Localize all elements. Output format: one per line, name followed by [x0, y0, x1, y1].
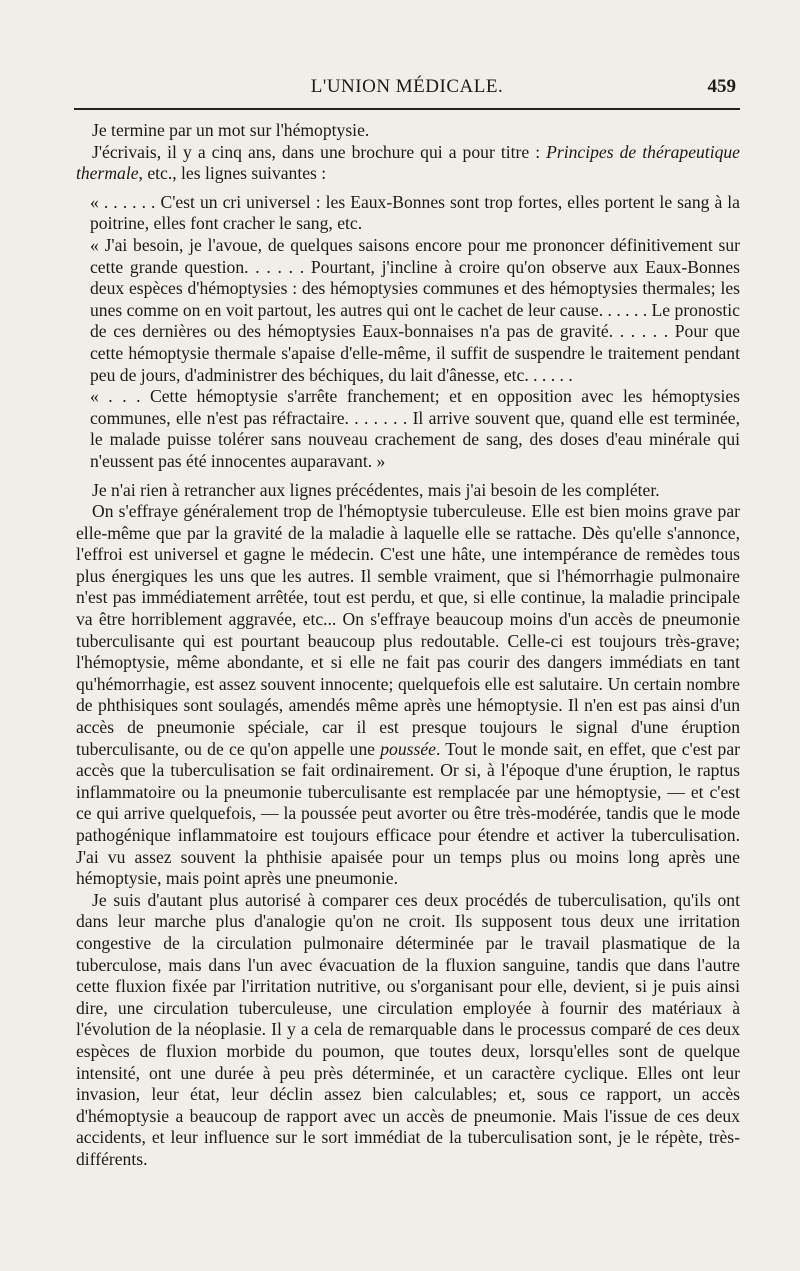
paragraph-text: Je n'ai rien à retrancher aux lignes précédentes, mais j'ai besoin de les compléter.: [92, 479, 660, 500]
emphasis: poussée: [380, 738, 436, 759]
paragraph: [76, 142, 740, 185]
quote-paragraph: [76, 386, 740, 472]
paragraph: [76, 501, 740, 890]
paragraph-text: « J'ai besoin, je l'avoue, de quelques saisons encore pour me prononcer définitivement sur cette grande question. . . . . . Pourtant, j'incline à croire qu'on observe aux Eaux-Bonnes deux espèces d'hémoptysies : des hémoptysies communes et des hémoptysies thermales; les unes comme on en voit partout, les autres qui ont le cachet de leur cause. . . . . . Le pronostic de ces dernières ou des hémoptysies Eaux-bonnaises n'a pas de gravité. . . . . . Pour que cette hémoptysie thermale s'apaise d'elle-même, il suffit de suspendre le traitement pendant peu de jours, d'administrer des béchiques, du lait d'ânesse, etc. . . . . .: [90, 234, 740, 385]
paragraph-text: J'écrivais, il y a cinq ans, dans une brochure qui a pour titre :: [92, 141, 541, 162]
paragraph-text: Je termine par un mot sur l'hémoptysie.: [92, 120, 370, 140]
paragraph-text: . Tout le monde sait, en effet, que c'est par accès que la tuberculisation se fait ordinairement. Or si, à l'époque d'une éruption, le raptus inflammatoire ou la pneumonie tuberculisante est remplacée par une hémoptysie, — et c'est ce qui arrive quelquefois, — la poussée peut avorter ou être très-modérée, tandis que le mode pathogénique inflammatoire est toujours efficace pour étendre et activer la tuberculisation. J'ai vu assez souvent la phthisie apaisée pour un temps plus ou moins long après une hémoptysie, mais point après une pneumonie.: [76, 738, 740, 889]
paragraph-text: Je suis d'autant plus autorisé à comparer ces deux procédés de tuberculisation, qu'ils ont dans leur marche plus d'analogie qu'on ne croit. Ils supposent tous deux une irritation congestive de la circulation pulmonaire déterminée par le travail plasmatique de la tuberculose, mais dans l'un avec évacuation de la fluxion sanguine, tandis que dans l'autre cette fluxion fixée par l'irritation nutritive, ou s'organisant pour elle, devient, si je puis ainsi dire, une circulation tuberculeuse, une circulation employée à fournir des matériaux à l'évolution de la néoplasie. Il y a cela de remarquable dans le processus comparé de ces deux espèces de fluxion morbide du poumon, que toutes deux, lorsqu'elles sont de quelque intensité, ont une durée à peu près déterminée, et un caractère cyclique. Elles ont leur invasion, leur état, leur déclin assez bien calculables; et, sous ce rapport, un accès d'hémoptysie a beaucoup de rapport avec un accès de pneumonie. Mais l'issue de ces deux accidents, et leur influence sur le sort immédiat de la tuberculisation sont, je le répète, très-différents.: [76, 889, 740, 1169]
running-head: L'UNION MÉDICALE.: [310, 76, 504, 97]
paragraph: [76, 120, 740, 142]
header-rule: [74, 108, 740, 110]
page-header: [74, 76, 740, 102]
book-title: Principes de thérapeutique thermale: [76, 141, 740, 184]
paragraph-text: , etc., les lignes suivantes :: [138, 163, 327, 184]
page-number: 459: [707, 76, 736, 97]
paragraph-text: « . . . . . . C'est un cri universel : les Eaux-Bonnes sont trop fortes, elles portent le sang à la poitrine, elles font cracher le sang, etc.: [90, 191, 740, 234]
paragraph: [76, 480, 740, 502]
paragraph-text: « . . . Cette hémoptysie s'arrête franchement; et en opposition avec les hémoptysies communes, elle n'est pas réfractaire. . . . . . . Il arrive souvent que, quand elle est terminée, le malade puisse tolérer sans nouveau crachement de sang, des doses d'eau minérale qui n'eussent pas été innocentes auparavant. »: [90, 386, 740, 471]
quote-paragraph: [76, 235, 740, 386]
paragraph: [76, 890, 740, 1171]
quote-paragraph: [76, 192, 740, 235]
paragraph-text: On s'effraye généralement trop de l'hémoptysie tuberculeuse. Elle est bien moins grave par elle-même que par la gravité de la maladie à laquelle elle se rattache. Dès qu'elle s'annonce, l'effroi est universel et gagne le médecin. C'est une hâte, une intempérance de remèdes tous plus énergiques les uns que les autres. Il semble vraiment, que si l'hémorrhagie pulmonaire n'est pas immédiatement arrêtée, tout est perdu, et que, si elle continue, la maladie principale va être horriblement aggravée, etc... On s'effraye beaucoup moins d'un accès de pneumonie tuberculisante qui est pourtant beaucoup plus redoutable. Celle-ci est toujours très-grave; l'hémoptysie, même abondante, et si elle ne fait pas courir des dangers immédiats en tant qu'hémorrhagie, est assez souvent innocente; quelquefois elle est salutaire. Un certain nombre de phthisiques sont soulagés, amendés même après une hémoptysie. Il n'en est pas ainsi d'un accès de pneumonie spéciale, car il est presque toujours le signal d'une éruption tuberculisante, ou de ce qu'on appelle une: [76, 501, 740, 759]
body-text: [76, 120, 740, 1171]
